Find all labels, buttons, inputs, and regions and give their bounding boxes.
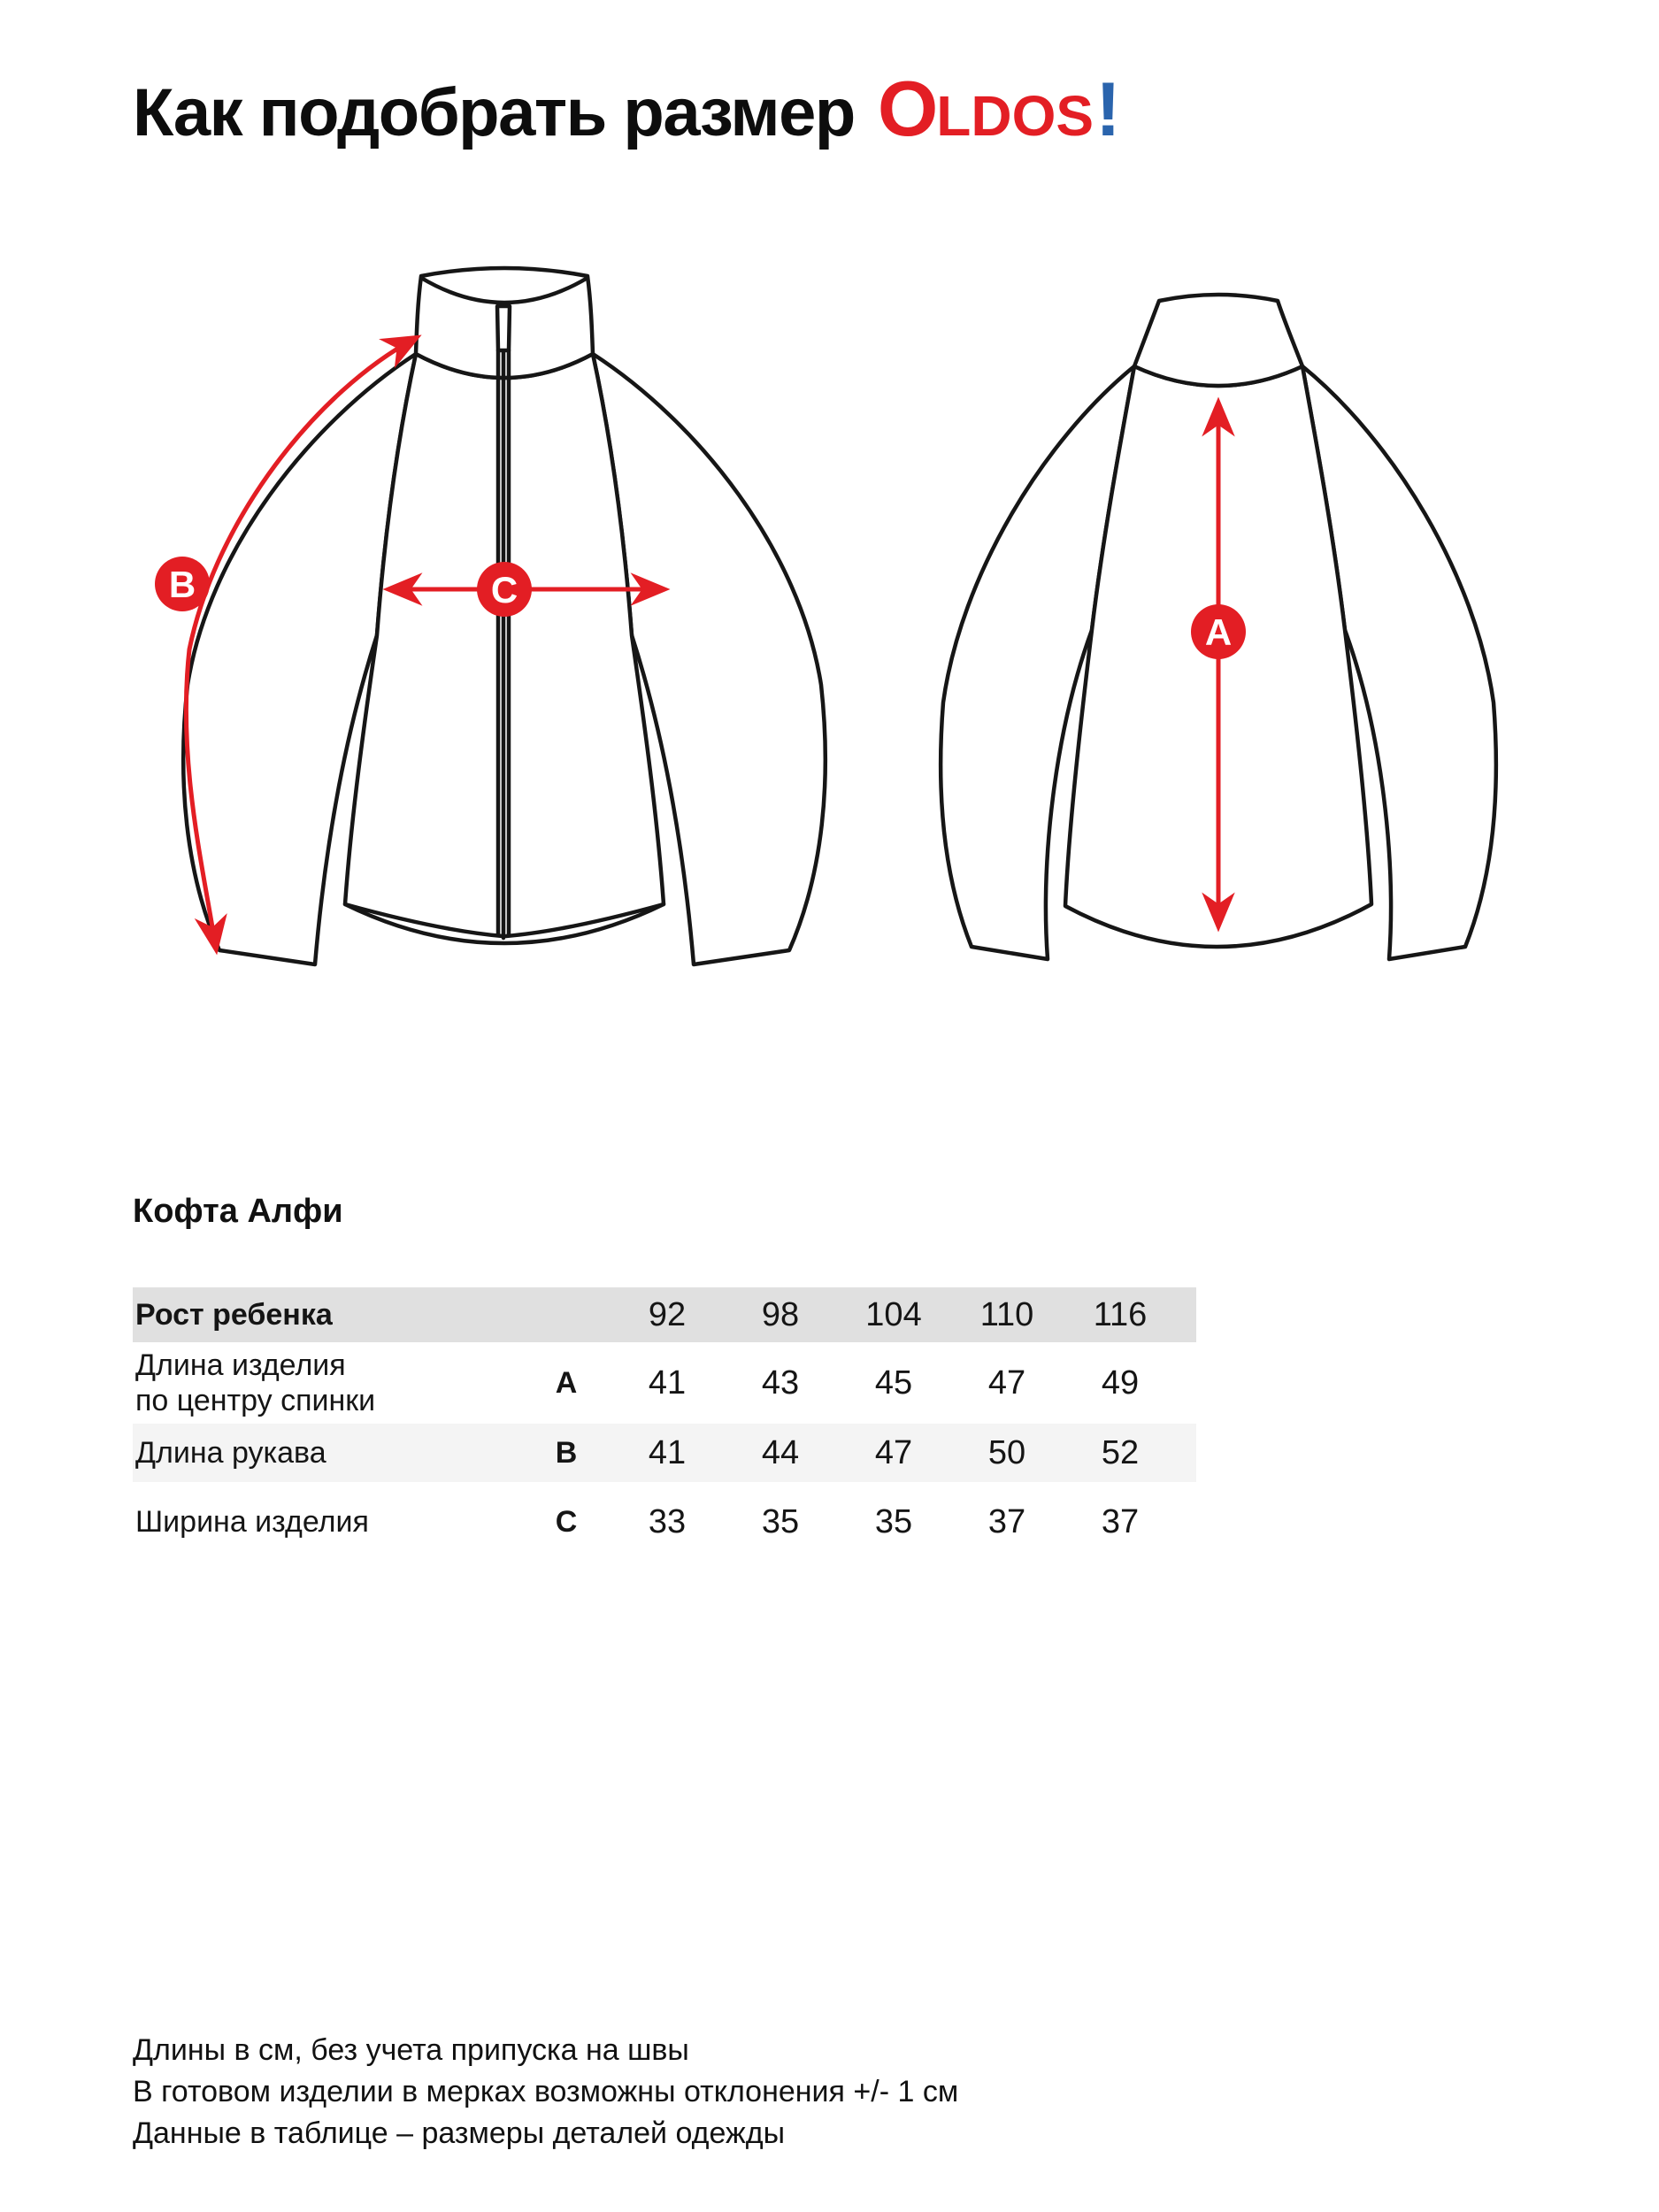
cell-value: 43 — [761, 1363, 800, 1402]
back-collar — [1134, 295, 1302, 386]
row-label — [133, 1348, 522, 1418]
row-label-line1: Длина изделия — [135, 1348, 346, 1382]
logo-letters: LDOS — [936, 84, 1094, 148]
header-label: Рост ребенка — [135, 1298, 333, 1332]
table-row-sleeve-length — [133, 1424, 1196, 1482]
cell-value: 33 — [648, 1502, 687, 1540]
table-row-width — [133, 1482, 1196, 1558]
footnotes — [133, 2030, 958, 2154]
row-label: Длина рукава — [135, 1436, 326, 1470]
jacket-back-diagram — [902, 250, 1575, 987]
table-header-row — [133, 1287, 1196, 1342]
row-label: Ширина изделия — [135, 1505, 369, 1539]
cell-value: 50 — [987, 1433, 1026, 1471]
measure-b-label: B — [168, 564, 196, 605]
measure-c-label: C — [490, 569, 518, 611]
front-zipper — [498, 350, 509, 938]
header-size: 98 — [761, 1295, 800, 1333]
jacket-front-diagram — [104, 250, 901, 987]
logo-letter-o: O — [877, 65, 937, 152]
cell-value: 47 — [987, 1363, 1026, 1402]
cell-value: 41 — [648, 1363, 687, 1402]
cell-value: 41 — [648, 1433, 687, 1471]
header-size: 110 — [979, 1295, 1034, 1333]
title-row — [133, 64, 1119, 154]
product-name: Кофта Алфи — [133, 1193, 343, 1230]
footnote-line: В готовом изделии в мерках возможны отклонения +/- 1 см — [133, 2075, 959, 2108]
oldos-logo — [878, 64, 1119, 154]
cell-value: 35 — [761, 1502, 800, 1540]
table-row-back-length — [133, 1342, 1196, 1424]
logo-exclamation: ! — [1095, 67, 1119, 152]
front-zipper-garage — [497, 306, 510, 350]
row-letter: C — [555, 1504, 578, 1539]
cell-value: 37 — [1101, 1502, 1140, 1540]
size-table — [133, 1287, 1196, 1558]
cell-value: 49 — [1101, 1363, 1140, 1402]
cell-value: 44 — [761, 1433, 800, 1471]
row-letter: B — [555, 1435, 578, 1470]
cell-value: 45 — [874, 1363, 913, 1402]
measure-a-label: A — [1204, 611, 1233, 653]
header-size: 92 — [648, 1295, 687, 1333]
footnote-line: Длины в см, без учета припуска на швы — [133, 2033, 689, 2067]
cell-value: 47 — [874, 1433, 913, 1471]
row-letter: A — [555, 1365, 578, 1400]
header-size: 116 — [1093, 1295, 1148, 1333]
footnote-line: Данные в таблице – размеры деталей одежды — [133, 2116, 786, 2150]
cell-value: 35 — [874, 1502, 913, 1540]
header-size: 104 — [865, 1295, 922, 1333]
cell-value: 52 — [1101, 1433, 1140, 1471]
page-title: Как подобрать размер — [133, 75, 855, 150]
cell-value: 37 — [987, 1502, 1026, 1540]
row-label-line2: по центру спинки — [135, 1384, 376, 1417]
